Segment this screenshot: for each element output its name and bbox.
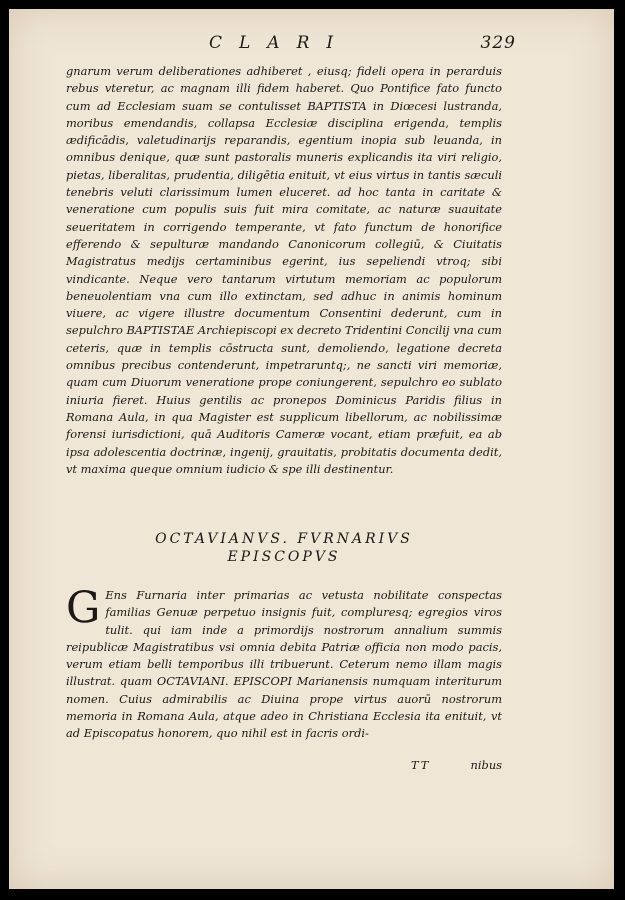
paragraph-octavianus-text: Ens Furnaria inter primarias ac vetusta nobilitate conspectas familias Genuæ perpetuo insignis fuit, compluresq; egregios viros tulit. qui iam inde a primordijs nostrorum annalium summis reipublicæ Magistratibus vsi omnia debita Patriæ officia non modo pacis, verum etiam belli temporibus illi tribuerunt. Ceterum nemo illam magis illustrat. quam OCTAVIANI. EPISCOPI Marianensis numquam interiturum nomen. Cuius admirabilis ac Diuina prope virtus auorū nostrorum memoria in Romana Aula, atque adeo in Christiana Ecclesia ita enituit, vt ad Episcopatus honorem, quo nihil est in facris ordi-	[66, 588, 502, 741]
signature-mark: TT	[411, 758, 431, 772]
catchword: nibus	[470, 758, 502, 772]
page-number: 329	[480, 33, 516, 53]
paragraph-octavianus	[66, 583, 502, 743]
section-title-name: OCTAVIANVS. FVRNARIVS	[155, 531, 413, 547]
paragraph-baptista: gnarum verum deliberationes adhiberet , eiusq; fideli opera in perarduis rebus vteretur, ac magnam illi fidem haberet. Quo Pontifice fato functo cum ad Ecclesiam suam se contulisset BAPTISTA in Diœcesi lustranda, moribus emendandis, collapsa Ecclesiæ disciplina erigenda, templis ædificādis, valetudinarijs reparandis, egentium inopia sub leuanda, in omnibus denique, quæ sunt pastoralis muneris explicandis ita viri religio, pietas, liberalitas, prudentia, diligētia enituit, vt eius virtus in tantis sæculi tenebris veluti clarissimum lumen eluceret. ad hoc tanta in caritate & veneratione cum populis suis fuit mira comitate, ac naturæ suauitate seueritatem in corrigendo temperante, vt fato functum de honorifice efferendo & sepulturæ mandando Canonicorum collegiū, & Ciuitatis Magistratus medijs certaminibus egerint, ius sepeliendi vtroq; sibi vindicante. Neque vero tantarum virtutum memoriam ac populorum beneuolentiam vna cum illo extinctam, sed adhuc in animis hominum viuere, ac vigere illustre documentum Consentini dederunt, cum in sepulchro BAPTISTAE Archiepiscopi ex decreto Tridentini Concilij vna cum ceteris, quæ in templis cōstructa sunt, demoliendo, legatione decreta omnibus precibus contenderunt, impetraruntq;, ne sancti viri memoriæ, quam cum Diuorum veneratione prope coniungerent, sepulchro eo sublato iniuria fieret. Huius gentilis ac pronepos Dominicus Paridis filius in Romana Aula, in qua Magister est supplicum libellorum, ac nobilissimæ forensi iurisdictioni, quā Auditoris Cameræ vocant, etiam præfuit, ea ab ipsa adolescentia doctrinæ, ingenij, grauitatis, probitatis documenta dedit, vt maxima queque omnium iudicio & spe illi destinentur.	[66, 64, 502, 476]
book-page	[9, 9, 614, 889]
section-title	[59, 530, 509, 566]
drop-cap: G	[66, 583, 101, 633]
section-title-office: EPISCOPVS	[227, 549, 341, 565]
running-head: CLARI	[209, 33, 351, 53]
